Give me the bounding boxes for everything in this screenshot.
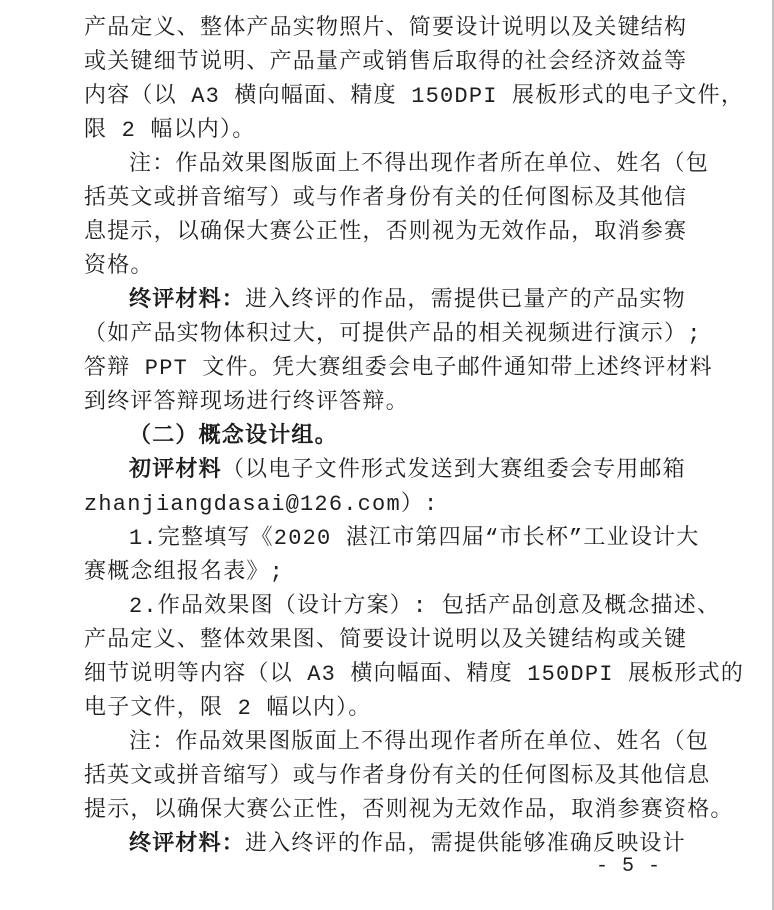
text-segment-bold: 初评材料 xyxy=(129,458,222,483)
text-segment: （如产品实物体积过大，可提供产品的相关视频进行演示）; xyxy=(84,322,702,347)
text-segment: 注：作品效果图版面上不得出现作者所在单位、姓名（包 xyxy=(129,730,710,755)
text-line xyxy=(84,114,698,148)
text-segment: 提示，以确保大赛公正性，否则视为无效作品，取消参赛资格。 xyxy=(84,798,734,823)
text-line xyxy=(84,794,734,828)
text-line xyxy=(84,420,698,454)
text-line xyxy=(84,692,698,726)
text-line xyxy=(84,46,698,80)
text-line xyxy=(84,760,711,794)
text-line xyxy=(84,386,698,420)
text-segment: 产品定义、整体产品实物照片、简要设计说明以及关键结构 xyxy=(84,16,688,41)
text-segment-bold: 终评材料： xyxy=(129,832,246,857)
text-line xyxy=(84,590,721,624)
text-segment: 到终评答辩现场进行终评答辩。 xyxy=(84,390,409,415)
text-segment: 2.作品效果图（设计方案）: 包括产品创意及概念描述、 xyxy=(129,594,721,619)
text-segment: 括英文或拼音缩写）或与作者身份有关的任何图标及其他信息 xyxy=(84,764,711,789)
text-line xyxy=(84,454,698,488)
text-segment: 电子文件，限 2 幅以内）。 xyxy=(84,696,372,721)
text-line xyxy=(84,658,745,692)
text-line xyxy=(84,182,698,216)
text-segment: 进入终评的作品，需提供能够准确反映设计 xyxy=(245,832,686,857)
text-segment-bold: 终评材料： xyxy=(129,288,246,313)
text-segment: 进入终评的作品，需提供已量产的产品实物 xyxy=(245,288,686,313)
text-line xyxy=(84,624,698,658)
text-line xyxy=(84,726,710,760)
text-segment: 1.完整填写《2020 湛江市第四届“市长杯”工业设计大 xyxy=(129,526,700,551)
text-segment: 息提示，以确保大赛公正性，否则视为无效作品，取消参赛 xyxy=(84,220,688,245)
text-segment: zhanjiangdasai@126.com）: xyxy=(84,492,439,517)
text-segment: 赛概念组报名表》; xyxy=(84,560,285,585)
text-line xyxy=(84,250,698,284)
text-line xyxy=(84,216,698,250)
text-line xyxy=(84,318,702,352)
text-segment: 限 2 幅以内）。 xyxy=(84,118,256,143)
text-segment: 内容（以 A3 横向幅面、精度 150DPI 展板形式的电子文件， xyxy=(84,84,745,109)
text-line xyxy=(84,488,698,522)
text-segment: 产品定义、整体效果图、简要设计说明以及关键结构或关键 xyxy=(84,628,688,653)
text-line xyxy=(84,284,698,318)
text-segment: 或关键细节说明、产品量产或销售后取得的社会经济效益等 xyxy=(84,50,688,75)
text-line xyxy=(84,556,698,590)
text-segment: 答辩 PPT 文件。凭大赛组委会电子邮件通知带上述终评材料 xyxy=(84,356,713,381)
text-line xyxy=(84,352,713,386)
text-segment: 括英文或拼音缩写）或与作者身份有关的任何图标及其他信 xyxy=(84,186,688,211)
text-line xyxy=(84,148,710,182)
text-segment: （以电子文件形式发送到大赛组委会专用邮箱 xyxy=(221,458,686,483)
document-body xyxy=(84,12,745,862)
text-segment-bold: （二）概念设计组。 xyxy=(129,424,338,449)
text-line xyxy=(84,80,745,114)
text-segment: 注：作品效果图版面上不得出现作者所在单位、姓名（包 xyxy=(129,152,710,177)
page-number: - 5 - xyxy=(596,855,662,878)
text-line xyxy=(84,522,698,556)
text-segment: 资格。 xyxy=(84,254,154,279)
text-line xyxy=(84,12,698,46)
text-segment: 细节说明等内容（以 A3 横向幅面、精度 150DPI 展板形式的 xyxy=(84,662,745,687)
